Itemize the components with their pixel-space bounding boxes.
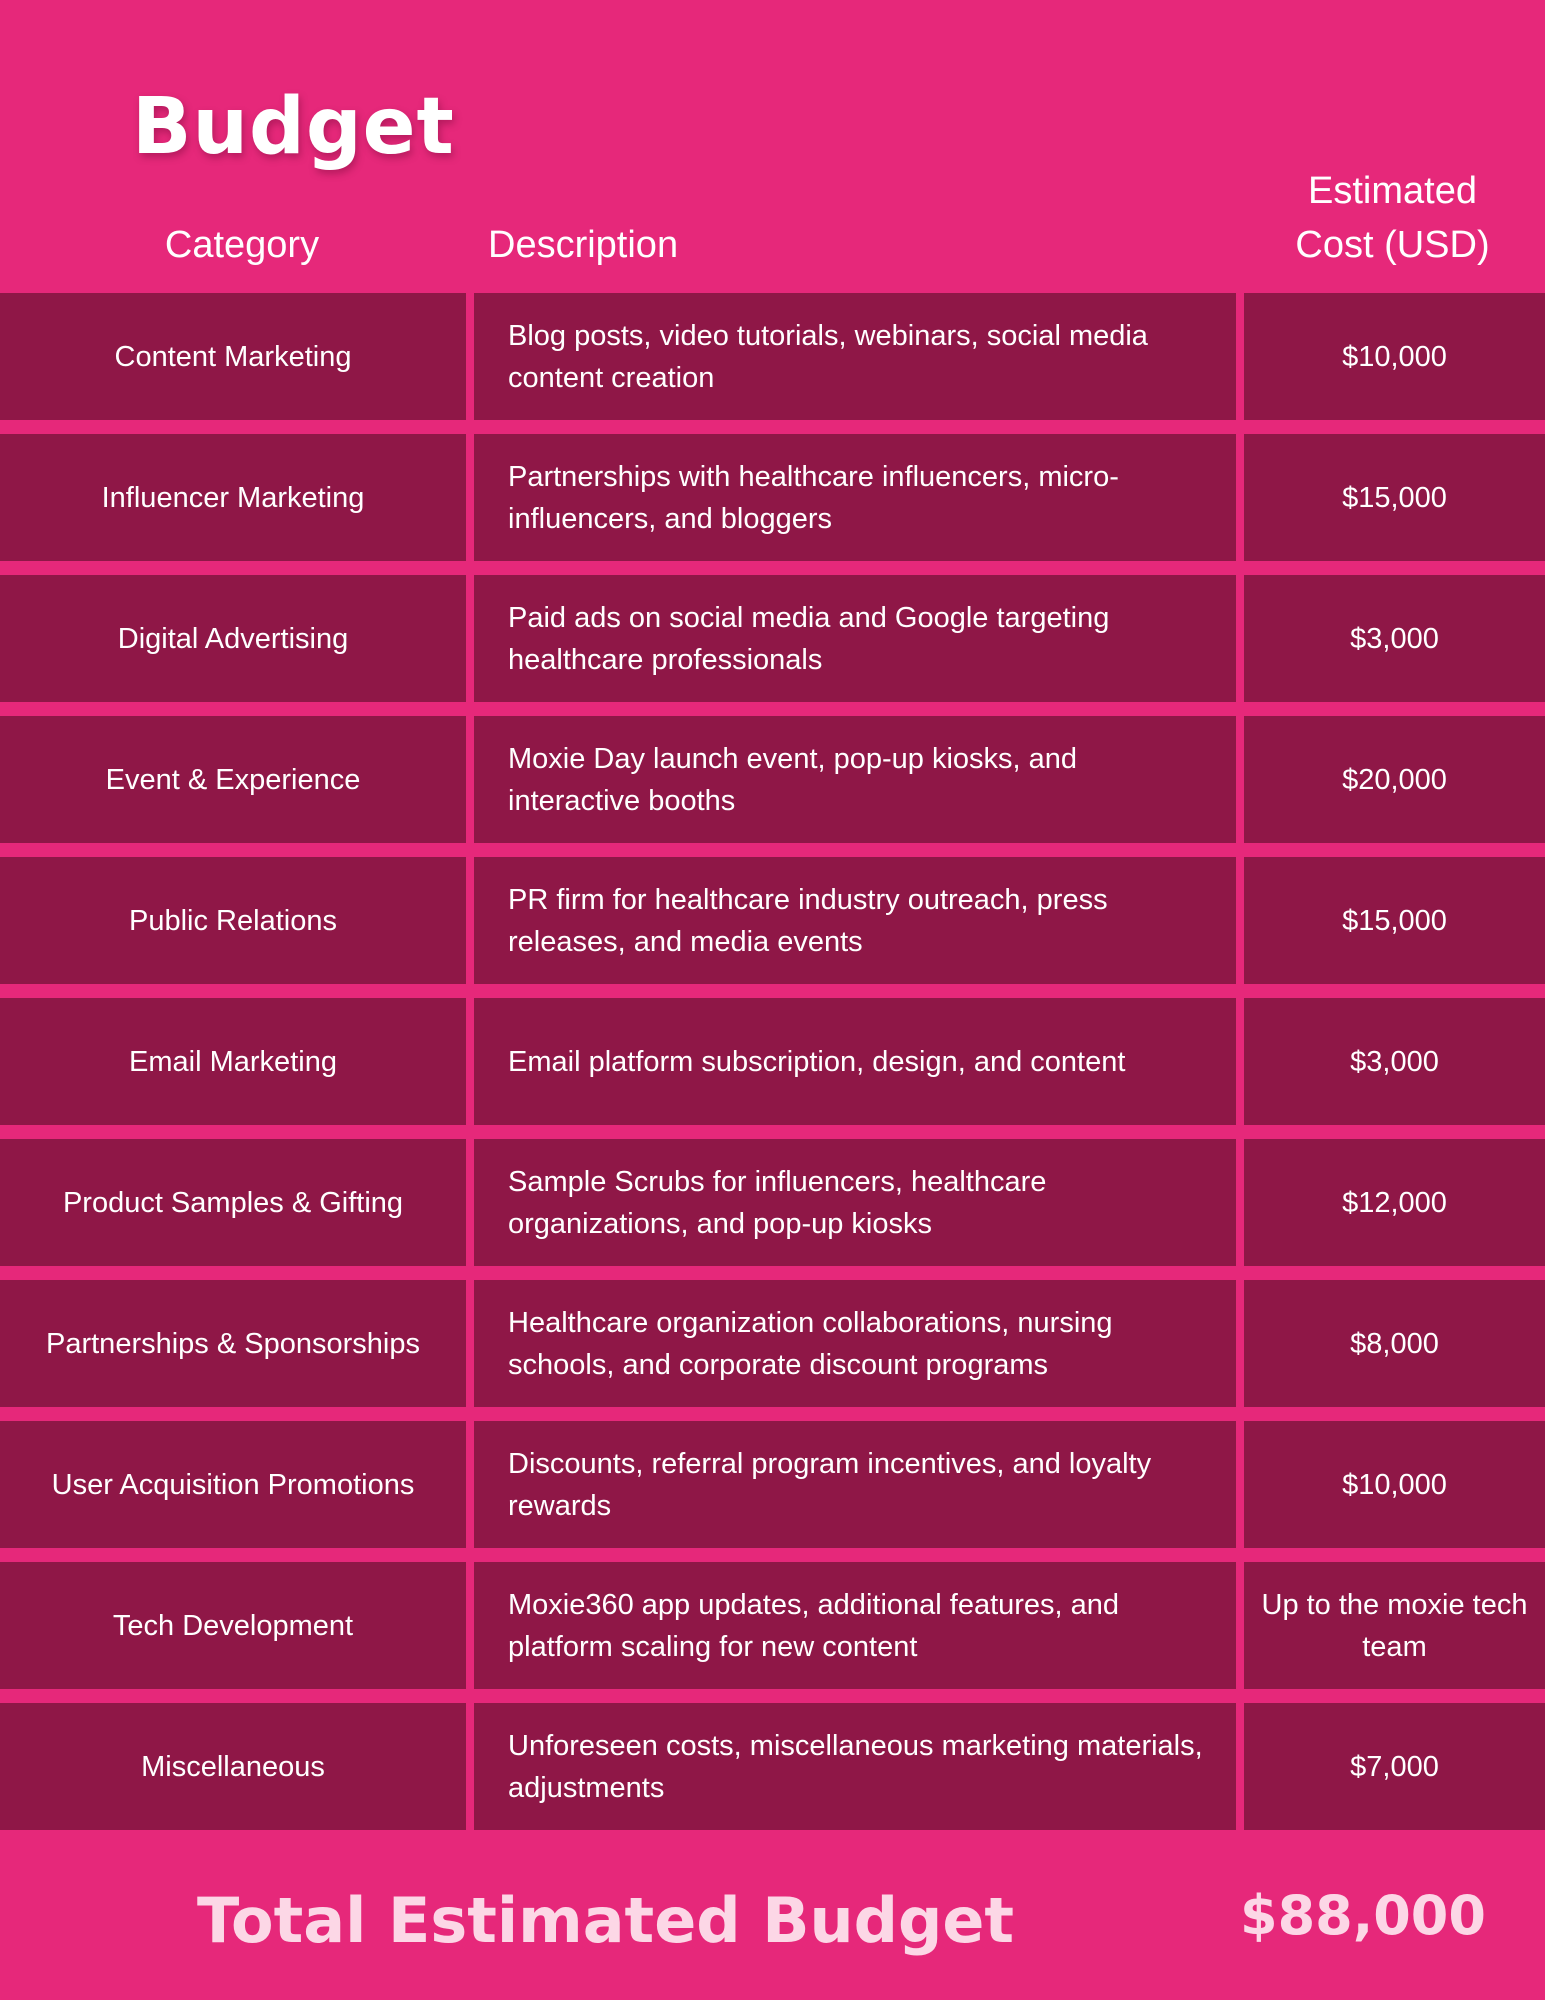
table-row (0, 1703, 1545, 1830)
category-cell: Product Samples & Gifting (0, 1139, 466, 1266)
cost-cell: $20,000 (1244, 716, 1545, 843)
table-row (0, 293, 1545, 420)
description-text: Moxie Day launch event, pop-up kiosks, and interactive booths (508, 742, 1078, 817)
category-cell: Tech Development (0, 1562, 466, 1689)
description-cell (474, 857, 1236, 984)
category-cell: Partnerships & Sponsorships (0, 1280, 466, 1407)
description-cell (474, 293, 1236, 420)
description-text: Blog posts, video tutorials, webinars, social media content creation (508, 319, 1148, 394)
table-row (0, 1421, 1545, 1548)
description-text: Paid ads on social media and Google targeting healthcare professionals (508, 601, 1110, 676)
table-row (0, 1562, 1545, 1689)
cost-cell: $15,000 (1244, 434, 1545, 561)
table-row (0, 998, 1545, 1125)
column-header-cost-line2: Cost (USD) (1295, 224, 1490, 266)
page-title: Budget (132, 82, 455, 172)
description-text: Moxie360 app updates, additional features, and platform scaling for new content (508, 1588, 1120, 1663)
total-value: $88,000 (1240, 1884, 1486, 1947)
table-row (0, 434, 1545, 561)
column-header-description: Description (488, 224, 679, 266)
description-cell (474, 1562, 1236, 1689)
budget-table (0, 293, 1545, 1844)
category-cell: Email Marketing (0, 998, 466, 1125)
cost-cell: $7,000 (1244, 1703, 1545, 1830)
column-header-category: Category (164, 224, 320, 266)
description-cell (474, 1139, 1236, 1266)
cost-cell: $15,000 (1244, 857, 1545, 984)
description-text: Discounts, referral program incentives, and loyalty rewards (508, 1447, 1152, 1522)
category-cell: User Acquisition Promotions (0, 1421, 466, 1548)
cost-cell: $10,000 (1244, 1421, 1545, 1548)
description-text: Healthcare organization collaborations, nursing schools, and corporate discount programs (508, 1306, 1113, 1381)
description-cell (474, 575, 1236, 702)
cost-cell: $10,000 (1244, 293, 1545, 420)
description-text: PR firm for healthcare industry outreach, press releases, and media events (508, 883, 1108, 958)
table-row (0, 1280, 1545, 1407)
description-text: Sample Scrubs for influencers, healthcare organizations, and pop-up kiosks (508, 1165, 1047, 1240)
description-cell (474, 716, 1236, 843)
description-cell (474, 1280, 1236, 1407)
total-label: Total Estimated Budget (197, 1884, 1015, 1957)
cost-cell: Up to the moxie tech team (1244, 1562, 1545, 1689)
cost-cell: $3,000 (1244, 998, 1545, 1125)
category-cell: Influencer Marketing (0, 434, 466, 561)
category-cell: Miscellaneous (0, 1703, 466, 1830)
description-text: Unforeseen costs, miscellaneous marketing materials, adjustments (508, 1729, 1203, 1804)
description-cell (474, 434, 1236, 561)
cost-cell: $12,000 (1244, 1139, 1545, 1266)
table-row (0, 1139, 1545, 1266)
table-row (0, 716, 1545, 843)
category-cell: Digital Advertising (0, 575, 466, 702)
column-header-cost (1240, 164, 1545, 272)
table-row (0, 575, 1545, 702)
column-header-cost-line1: Estimated (1308, 170, 1477, 212)
description-text: Email platform subscription, design, and content (508, 1045, 1126, 1078)
table-row (0, 857, 1545, 984)
category-cell: Public Relations (0, 857, 466, 984)
description-cell (474, 998, 1236, 1125)
category-cell: Content Marketing (0, 293, 466, 420)
category-cell: Event & Experience (0, 716, 466, 843)
description-cell (474, 1421, 1236, 1548)
description-cell (474, 1703, 1236, 1830)
description-text: Partnerships with healthcare influencers, micro-influencers, and bloggers (508, 460, 1119, 535)
cost-cell: $8,000 (1244, 1280, 1545, 1407)
cost-cell: $3,000 (1244, 575, 1545, 702)
